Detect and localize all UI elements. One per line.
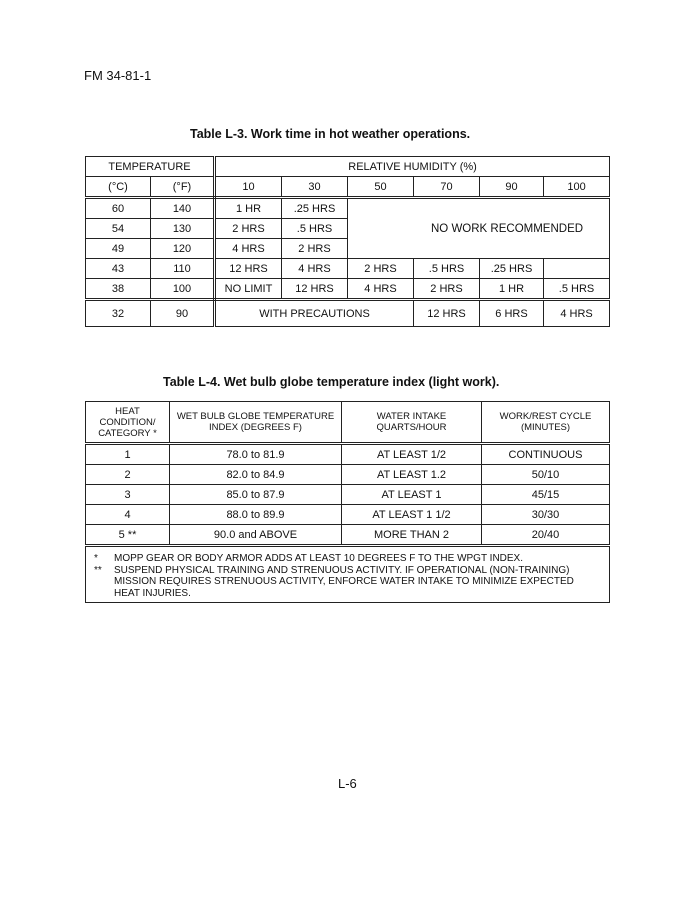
- work-rest-header: WORK/REST CYCLE (MINUTES): [482, 402, 610, 444]
- no-work-recommended: NO WORK RECOMMENDED: [348, 198, 610, 259]
- rh-column-header: 90: [480, 177, 544, 198]
- temp-c-cell: 60: [86, 198, 151, 219]
- category-cell: 5 **: [86, 525, 170, 546]
- temp-c-cell: 38: [86, 279, 151, 300]
- work-time-cell: 1 HR: [480, 279, 544, 300]
- page-number: L-6: [338, 776, 357, 791]
- table-notes: [86, 546, 610, 603]
- fahrenheit-header: (°F): [151, 177, 215, 198]
- water-cell: MORE THAN 2: [342, 525, 482, 546]
- temp-f-cell: 100: [151, 279, 215, 300]
- table-header-row: [86, 402, 610, 444]
- wbgt-index-table: [85, 401, 610, 603]
- work-time-cell: 12 HRS: [414, 300, 480, 327]
- work-time-cell: 1 HR: [215, 198, 282, 219]
- table-row: [86, 505, 610, 525]
- table-l3-caption: Table L-3. Work time in hot weather operations.: [190, 127, 471, 141]
- rh-column-header: 100: [544, 177, 610, 198]
- water-intake-header: WATER INTAKE QUARTS/HOUR: [342, 402, 482, 444]
- wbgt-cell: 78.0 to 81.9: [170, 444, 342, 465]
- cycle-cell: CONTINUOUS: [482, 444, 610, 465]
- temp-c-cell: 32: [86, 300, 151, 327]
- rh-column-header: 70: [414, 177, 480, 198]
- table-row: [86, 300, 610, 327]
- work-time-cell: 12 HRS: [282, 279, 348, 300]
- work-time-cell: 2 HRS: [414, 279, 480, 300]
- work-time-cell: 4 HRS: [544, 300, 610, 327]
- temp-f-cell: 140: [151, 198, 215, 219]
- note-text: MOPP GEAR OR BODY ARMOR ADDS AT LEAST 10 DEGREES F TO THE WPGT INDEX.: [114, 553, 523, 564]
- category-cell: 4: [86, 505, 170, 525]
- relative-humidity-header: RELATIVE HUMIDITY (%): [215, 157, 610, 177]
- category-cell: 3: [86, 485, 170, 505]
- table-row: [86, 525, 610, 546]
- work-time-cell: 6 HRS: [480, 300, 544, 327]
- work-time-cell: 2 HRS: [348, 259, 414, 279]
- work-time-cell: .5 HRS: [282, 219, 348, 239]
- table-row: [86, 198, 610, 219]
- temp-f-cell: 90: [151, 300, 215, 327]
- note-text: SUSPEND PHYSICAL TRAINING AND STRENUOUS ACTIVITY. IF OPERATIONAL (NON-TRAINING) MISSION REQUIRES STRENUOUS ACTIVITY, ENFORCE WATER INTAKE TO MINIMIZE EXPECTED HEAT INJURIES.: [114, 564, 574, 599]
- cycle-cell: 20/40: [482, 525, 610, 546]
- cycle-cell: 45/15: [482, 485, 610, 505]
- document-header: FM 34-81-1: [84, 68, 152, 83]
- table-row: [86, 444, 610, 465]
- table-row: [86, 279, 610, 300]
- wbgt-cell: 85.0 to 87.9: [170, 485, 342, 505]
- water-cell: AT LEAST 1/2: [342, 444, 482, 465]
- note-mark: *: [94, 553, 98, 564]
- temperature-header: TEMPERATURE: [86, 157, 215, 177]
- celsius-header: (°C): [86, 177, 151, 198]
- work-time-cell: .5 HRS: [414, 259, 480, 279]
- table-l4-caption: Table L-4. Wet bulb globe temperature index (light work).: [163, 375, 500, 389]
- notes-row: [86, 546, 610, 603]
- work-time-cell: 4 HRS: [348, 279, 414, 300]
- cycle-cell: 50/10: [482, 465, 610, 485]
- temp-c-cell: 43: [86, 259, 151, 279]
- temp-f-cell: 110: [151, 259, 215, 279]
- heat-condition-header: HEAT CONDITION/ CATEGORY *: [86, 402, 170, 444]
- work-time-cell: 4 HRS: [215, 239, 282, 259]
- note-mark: **: [94, 564, 102, 576]
- rh-column-header: 50: [348, 177, 414, 198]
- temp-f-cell: 130: [151, 219, 215, 239]
- wbgt-cell: 90.0 and ABOVE: [170, 525, 342, 546]
- work-time-cell: .25 HRS: [480, 259, 544, 279]
- water-cell: AT LEAST 1: [342, 485, 482, 505]
- work-time-cell: 4 HRS: [282, 259, 348, 279]
- table-row: [86, 259, 610, 279]
- cycle-cell: 30/30: [482, 505, 610, 525]
- water-cell: AT LEAST 1.2: [342, 465, 482, 485]
- category-cell: 1: [86, 444, 170, 465]
- table-row: [86, 465, 610, 485]
- wbgt-cell: 82.0 to 84.9: [170, 465, 342, 485]
- category-cell: 2: [86, 465, 170, 485]
- water-cell: AT LEAST 1 1/2: [342, 505, 482, 525]
- with-precautions: WITH PRECAUTIONS: [215, 300, 414, 327]
- wbgt-header: WET BULB GLOBE TEMPERATURE INDEX (DEGREES F): [170, 402, 342, 444]
- empty-cell: [544, 259, 610, 279]
- work-time-cell: 12 HRS: [215, 259, 282, 279]
- table-row: [86, 485, 610, 505]
- rh-column-header: 10: [215, 177, 282, 198]
- work-time-cell: NO LIMIT: [215, 279, 282, 300]
- temp-f-cell: 120: [151, 239, 215, 259]
- rh-column-header: 30: [282, 177, 348, 198]
- work-time-cell: 2 HRS: [215, 219, 282, 239]
- note: [94, 565, 601, 600]
- temp-c-cell: 54: [86, 219, 151, 239]
- wbgt-cell: 88.0 to 89.9: [170, 505, 342, 525]
- temp-c-cell: 49: [86, 239, 151, 259]
- work-time-cell: 2 HRS: [282, 239, 348, 259]
- note: [94, 553, 601, 565]
- work-time-table: [85, 156, 610, 327]
- work-time-cell: .25 HRS: [282, 198, 348, 219]
- work-time-cell: .5 HRS: [544, 279, 610, 300]
